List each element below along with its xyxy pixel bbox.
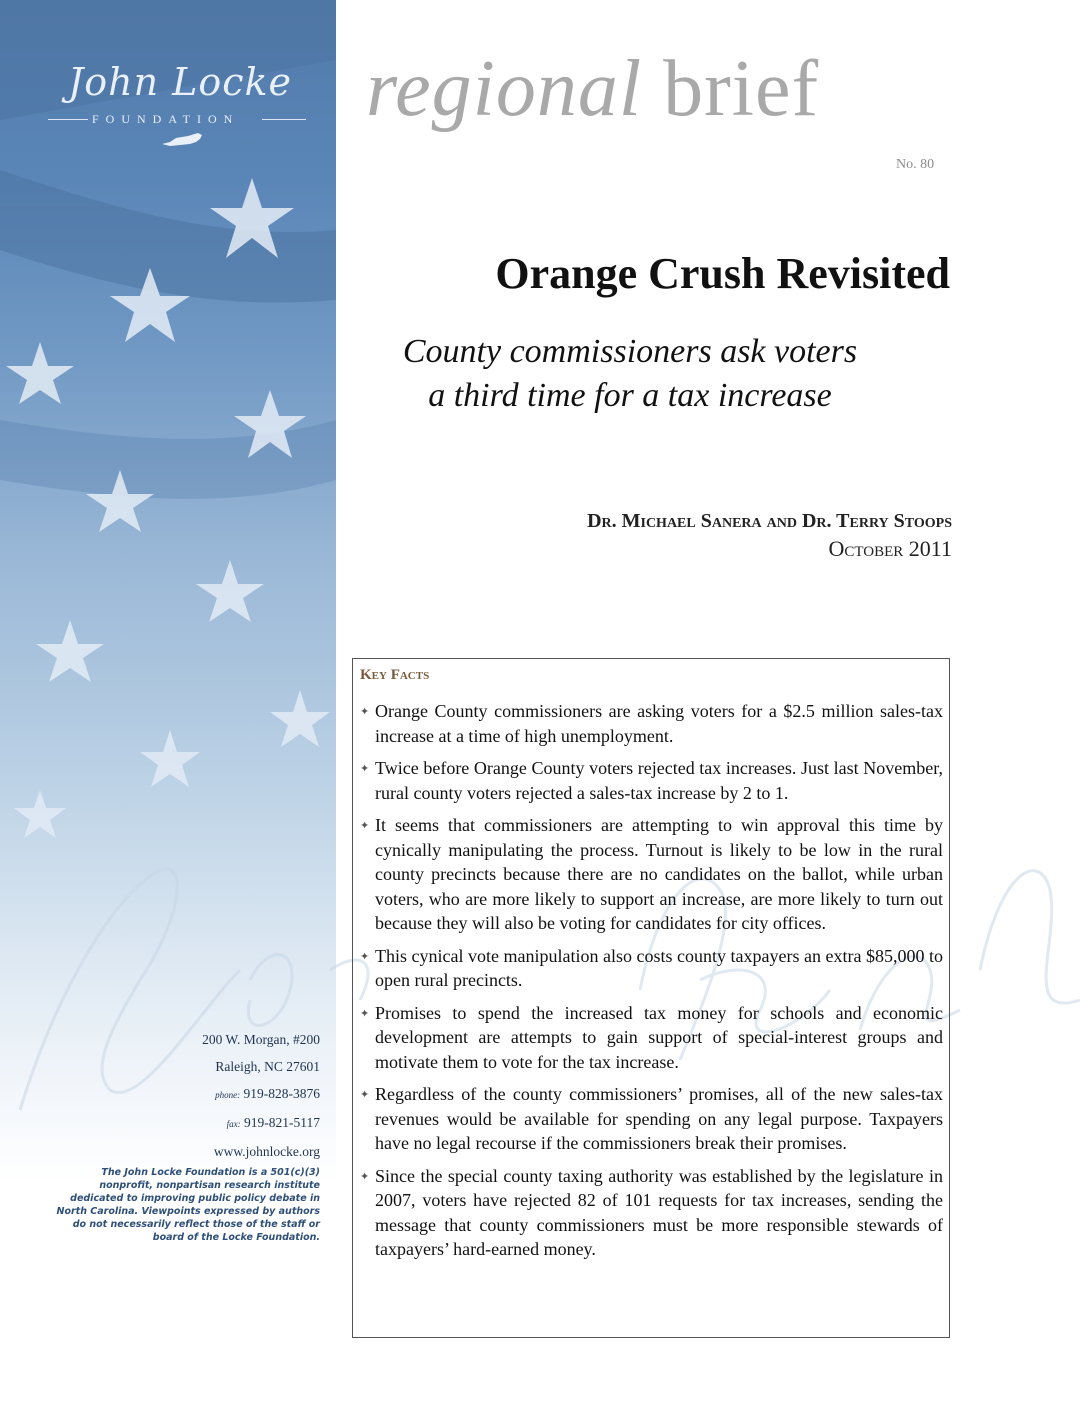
address-street: 200 W. Morgan, #200 xyxy=(202,1032,320,1047)
key-facts-box xyxy=(352,658,950,1338)
phone-label: phone: xyxy=(215,1090,241,1100)
key-fact-text: Twice before Orange County voters rejected tax increases. Just last November, rural county voters rejected a sales-tax increase by 2 to 1. xyxy=(375,758,943,803)
key-fact-text: Orange County commissioners are asking voters for a $2.5 million sales-tax increase at a time of high unemployment. xyxy=(375,701,943,746)
bullet-icon: ✦ xyxy=(360,763,370,775)
series-title xyxy=(366,44,819,135)
north-carolina-map-icon xyxy=(160,130,204,148)
bullet-icon: ✦ xyxy=(360,1089,370,1101)
key-fact-text: Since the special county taxing authority was established by the legislature in 2007, voters have rejected 82 of 101 requests for tax increases, sending the message that county commissioners must be more responsible stewards of taxpayers’ hard-earned money. xyxy=(375,1165,943,1259)
key-fact-item xyxy=(357,699,943,748)
key-fact-text: It seems that commissioners are attempting to win approval this time by cynically manipulating the process. Turnout is likely to be low in the rural county precincts because there are no candidates on the ballot, while urban voters, who are more likely to support an increase, are more likely to turn out because they will also be voting for candidates for city offices. xyxy=(375,815,943,933)
series-title-italic: regional xyxy=(366,45,643,133)
logo-foundation-text: FOUNDATION xyxy=(92,112,240,126)
website-link[interactable]: www.johnlocke.org xyxy=(213,1144,320,1159)
key-fact-item xyxy=(357,944,943,993)
bullet-icon: ✦ xyxy=(360,1007,370,1020)
fax-label: fax: xyxy=(226,1119,241,1129)
subtitle-line-1: County commissioners ask voters xyxy=(402,333,858,370)
issue-number: No. 80 xyxy=(896,157,935,172)
page-title: Orange Crush Revisited xyxy=(495,249,950,298)
key-fact-text: Promises to spend the increased tax money for schools and economic development are attempts to gain support of special-interest groups and motivate them to vote for the tax increase. xyxy=(375,1002,943,1072)
address-city: Raleigh, NC 27601 xyxy=(215,1059,320,1074)
publication-date: October 2011 xyxy=(828,536,952,561)
authors: Dr. Michael Sanera and Dr. Terry Stoops xyxy=(587,510,952,532)
fax-line xyxy=(120,1109,320,1138)
subtitle xyxy=(350,330,910,418)
contact-block xyxy=(120,1026,320,1165)
key-fact-item xyxy=(357,1164,943,1262)
series-title-plain: brief xyxy=(663,45,820,133)
bullet-icon: ✦ xyxy=(360,820,370,832)
key-fact-text: This cynical vote manipulation also costs county taxpayers an extra $85,000 to open rural precincts. xyxy=(375,945,943,990)
fax-number: 919-821-5117 xyxy=(244,1115,320,1130)
phone-line xyxy=(120,1080,320,1109)
logo-script-text: John Locke xyxy=(68,60,293,104)
key-fact-item xyxy=(357,813,943,936)
key-facts-list xyxy=(357,699,943,1270)
key-facts-heading: Key Facts xyxy=(360,667,430,683)
bullet-icon: ✦ xyxy=(360,706,370,718)
key-fact-text: Regardless of the county commissioners’ promises, all of the new sales-tax revenues would be available for spending on any legal purpose. Taxpayers have no legal recourse if the commissioners break their promises. xyxy=(375,1084,943,1153)
key-fact-item xyxy=(357,1082,943,1156)
phone-number: 919-828-3876 xyxy=(243,1086,320,1101)
disclaimer-text: The John Locke Foundation is a 501(c)(3) nonprofit, nonpartisan research institute dedicated to improving public policy debate in North Carolina. Viewpoints expressed by authors do not necessarily reflect those of the staff or board of the Locke Foundation. xyxy=(56,1167,320,1243)
key-fact-item xyxy=(357,756,943,805)
bullet-icon: ✦ xyxy=(360,1170,370,1183)
john-locke-foundation-logo xyxy=(48,60,308,160)
key-fact-item xyxy=(357,1001,943,1075)
subtitle-line-2: a third time for a tax increase xyxy=(428,377,832,414)
bullet-icon: ✦ xyxy=(360,950,370,963)
